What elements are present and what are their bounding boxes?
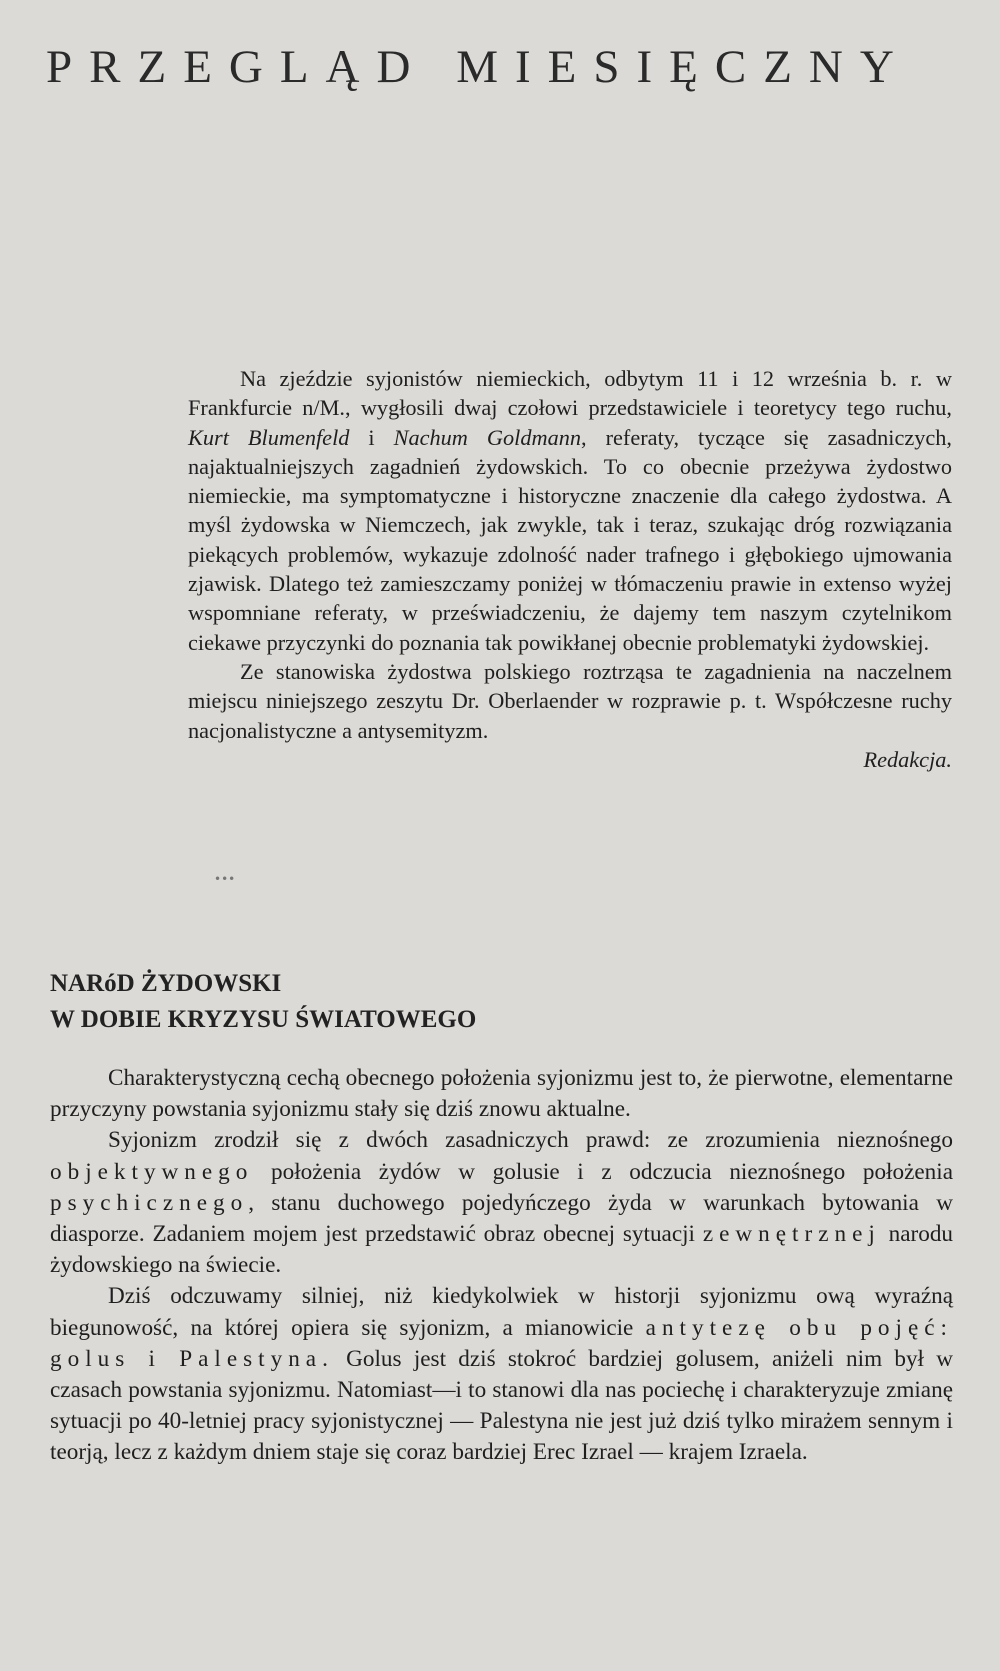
- text-run: Dziś odczuwamy silniej, niż kiedykolwiek w historji syjonizmu ową wyraźną biegunowość, na której opiera się syjonizm, a mianowicie: [50, 1283, 953, 1341]
- article-title: [50, 966, 850, 1038]
- editorial-paragraph: Ze stanowiska żydostwa polskiego roztrząsa te zagadnienia na naczelnem miejscu niniejszego zeszytu Dr. Oberlaender w rozprawie p. t. Współczesne ruchy nacjonalistyczne a antysemityzm.: [188, 658, 952, 743]
- article-paragraph: [50, 1281, 953, 1468]
- text-run: położenia żydów w golusie i z odczucia nieznośnego położenia: [253, 1158, 953, 1185]
- article-paragraph: [50, 1125, 953, 1281]
- article-title-line: W DOBIE KRYZYSU ŚWIATOWEGO: [50, 1006, 477, 1033]
- text-run: i: [349, 424, 394, 450]
- article-paragraph: Charakterystyczną cechą obecnego położenia syjonizmu jest to, że pierwotne, elementarne przyczyny powstania syjonizmu stały się dziś znowu aktualne.: [50, 1065, 953, 1123]
- spaced-phrase: antytezę obu pojęć: golus i Palestyna.: [50, 1314, 953, 1372]
- text-run: , stanu duchowego pojedyńczego żyda w warunkach bytowania w diasporze. Zadaniem mojem jest przedstawić obraz obecnej sytuacji: [50, 1189, 953, 1248]
- text-run: Golus jest dziś stokroć bardziej golusem, aniżeli nim był w czasach powstania syjonizmu. Natomiast—i to stanowi dla nas pociechę i charakteryzuje zmianę sytuacji po 40-letniej pracy syjonistycznej — Palestyna nie jest już dziś tylko mirażem sennym i teorją, lecz z każdym dniem staje się coraz bardziej Erec Izrael — krajem Izraela.: [50, 1345, 954, 1466]
- text-run: Syjonizm zrodził się z dwóch zasadniczych prawd: ze zrozumienia nieznośnego: [108, 1127, 953, 1154]
- article-body: [50, 1063, 953, 1469]
- journal-masthead: PRZEGLĄD MIESIĘCZNY: [46, 41, 911, 93]
- editorial-paragraph: [188, 364, 952, 657]
- ornament-dots-icon: •••: [214, 872, 236, 886]
- editorial-signature: Redakcja.: [863, 746, 952, 772]
- author-name: Kurt Blumenfeld: [188, 424, 350, 450]
- spaced-word: objektywnego: [50, 1158, 254, 1185]
- text-run: Na zjeździe syjonistów niemieckich, odbytym 11 i 12 września b. r. w Frankfurcie n/M., wygłosili dwaj czołowi przedstawiciele i teoretycy tego ruchu,: [188, 366, 952, 421]
- article-title-line: NARóD ŻYDOWSKI: [50, 970, 282, 997]
- text-run: narodu żydowskiego na świecie.: [50, 1221, 954, 1279]
- text-run: , referaty, tyczące się zasadniczych, najaktualniejszych zagadnień żydowskich. To co obecnie przeżywa żydostwo niemieckie, ma symptomatyczne i historyczne znaczenie dla całego żydostwa. A myśl żydowska w Niemczech, jak zwykle, tak i teraz, szukając dróg rozwiązania piekących problemów, wykazuje zdolność nader trafnego i głębokiego ujmowania zjawisk. Dlatego też zamieszczamy poniżej w tłómaczeniu prawie in extenso wyżej wspomniane referaty, w przeświadczeniu, że dajemy tem naszym czytelnikom ciekawe przyczynki do poznania tak powikłanej obecnie problematyki żydowskiej.: [188, 424, 953, 655]
- spaced-word: psychicznego: [50, 1189, 249, 1216]
- spaced-word: zewnętrznej: [702, 1221, 881, 1248]
- author-name: Nachum Goldmann: [393, 424, 582, 450]
- editorial-note: [188, 364, 952, 774]
